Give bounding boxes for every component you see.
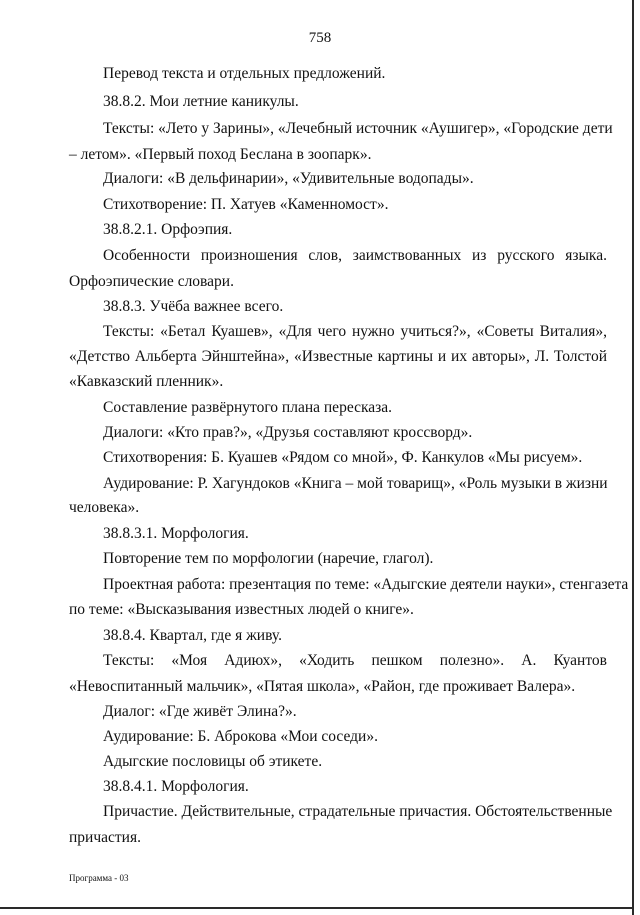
text-line: Составление развёрнутого плана пересказа. [103,399,393,416]
text-line: Тексты: «Бетал Куашев», «Для чего нужно учиться?», «Советы Виталия», [103,323,607,340]
scan-edge-bottom [0,907,634,909]
text-line: Тексты: «Моя Адиюх», «Ходить пешком полезно». А. Куантов [103,652,607,669]
text-line: человека». [69,499,140,516]
section-heading-38-8-2: 38.8.2. Мои летние каникулы. [103,93,299,110]
section-heading-38-8-2-1: 38.8.2.1. Орфоэпия. [103,221,233,238]
section-heading-38-8-3-1: 38.8.3.1. Морфология. [103,525,249,542]
text-line: Особенности произношения слов, заимствованных из русского языка. [103,247,607,264]
text-line: Стихотворение: П. Хатуев «Каменномост». [103,196,389,213]
text-line: «Невоспитанный мальчик», «Пятая школа», «Район, где проживает Валера». [69,678,576,695]
text-line: Проектная работа: презентация по теме: «Адыгские деятели науки», стенгазета [103,576,629,593]
text-line: Тексты: «Лето у Зарины», «Лечебный источник «Аушигер», «Городские дети [103,120,613,137]
text-line: Диалоги: «Кто прав?», «Друзья составляют кроссворд». [103,424,473,441]
page-number: 758 [308,30,332,46]
text-line: Стихотворения: Б. Куашев «Рядом со мной», Ф. Канкулов «Мы рисуем». [103,449,583,466]
text-line: Диалог: «Где живёт Элина?». [103,703,297,720]
text-line: Аудирование: Б. Аброкова «Мои соседи». [103,728,378,745]
text-line: причастия. [69,829,141,846]
text-line: по теме: «Высказывания известных людей о книге». [69,601,414,618]
section-heading-38-8-4: 38.8.4. Квартал, где я живу. [103,627,282,644]
text-line: Аудирование: Р. Хагундоков «Книга – мой товарищ», «Роль музыки в жизни [103,475,608,492]
text-line: Перевод текста и отдельных предложений. [103,65,386,82]
text-line: Адыгские пословицы об этикете. [103,753,323,770]
text-line: «Кавказский пленник». [69,373,224,390]
text-line: Причастие. Действительные, страдательные причастия. Обстоятельственные [103,803,613,820]
scan-edge-right [632,0,634,915]
page-footer: Программа - 03 [69,873,129,883]
text-line: Диалоги: «В дельфинарии», «Удивительные водопады». [103,170,474,187]
text-line: «Детство Альберта Эйнштейна», «Известные картины и их авторы», Л. Толстой [69,348,607,365]
text-line: Орфоэпические словари. [69,273,234,290]
section-heading-38-8-4-1: 38.8.4.1. Морфология. [103,778,249,795]
text-line: Повторение тем по морфологии (наречие, глагол). [103,550,434,567]
text-line: – летом». «Первый поход Беслана в зоопарк». [69,146,372,163]
section-heading-38-8-3: 38.8.3. Учёба важнее всего. [103,298,284,315]
